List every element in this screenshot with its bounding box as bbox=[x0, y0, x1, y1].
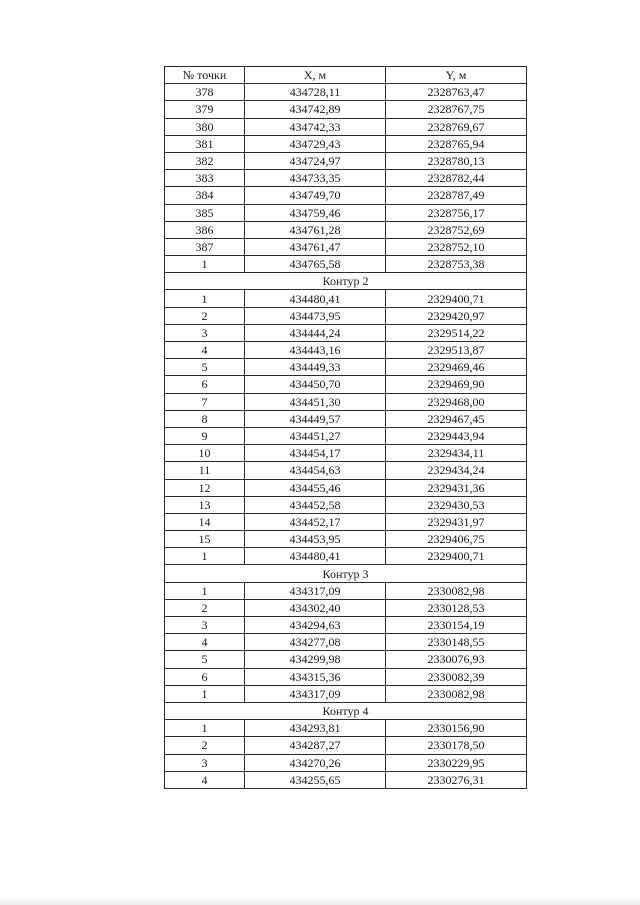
table-row bbox=[165, 410, 527, 427]
table-row bbox=[165, 599, 527, 616]
table-row bbox=[165, 256, 527, 273]
y-coordinate-cell: 2328787,49 bbox=[386, 187, 527, 204]
x-coordinate-cell: 434270,26 bbox=[245, 754, 386, 771]
y-coordinate-cell: 2328763,47 bbox=[386, 84, 527, 101]
point-number-cell: 1 bbox=[165, 256, 245, 273]
point-number-cell: 4 bbox=[165, 342, 245, 359]
y-coordinate-cell: 2329468,00 bbox=[386, 393, 527, 410]
y-coordinate-cell: 2328752,69 bbox=[386, 221, 527, 238]
x-coordinate-cell: 434315,36 bbox=[245, 668, 386, 685]
section-title-row bbox=[165, 565, 527, 582]
x-coordinate-cell: 434729,43 bbox=[245, 135, 386, 152]
y-coordinate-cell: 2329513,87 bbox=[386, 342, 527, 359]
y-coordinate-cell: 2329400,71 bbox=[386, 548, 527, 565]
x-coordinate-cell: 434299,98 bbox=[245, 651, 386, 668]
x-coordinate-cell: 434452,17 bbox=[245, 513, 386, 530]
point-number-cell: 378 bbox=[165, 84, 245, 101]
y-coordinate-cell: 2330156,90 bbox=[386, 720, 527, 737]
x-coordinate-cell: 434449,33 bbox=[245, 359, 386, 376]
x-coordinate-cell: 434293,81 bbox=[245, 720, 386, 737]
y-coordinate-cell: 2330148,55 bbox=[386, 634, 527, 651]
y-coordinate-cell: 2330154,19 bbox=[386, 617, 527, 634]
table-row bbox=[165, 720, 527, 737]
section-title: Контур 3 bbox=[165, 565, 527, 582]
y-coordinate-cell: 2328767,75 bbox=[386, 101, 527, 118]
point-number-cell: 3 bbox=[165, 324, 245, 341]
x-coordinate-cell: 434443,16 bbox=[245, 342, 386, 359]
table-row bbox=[165, 324, 527, 341]
point-number-cell: 5 bbox=[165, 359, 245, 376]
section-title-row bbox=[165, 273, 527, 290]
x-coordinate-cell: 434473,95 bbox=[245, 307, 386, 324]
table-row bbox=[165, 634, 527, 651]
table-row bbox=[165, 445, 527, 462]
x-coordinate-cell: 434277,08 bbox=[245, 634, 386, 651]
y-coordinate-cell: 2329514,22 bbox=[386, 324, 527, 341]
y-coordinate-cell: 2329434,24 bbox=[386, 462, 527, 479]
point-number-cell: 384 bbox=[165, 187, 245, 204]
section-title: Контур 4 bbox=[165, 702, 527, 719]
y-coordinate-cell: 2328756,17 bbox=[386, 204, 527, 221]
x-coordinate-cell: 434451,27 bbox=[245, 427, 386, 444]
x-coordinate-cell: 434302,40 bbox=[245, 599, 386, 616]
table-row bbox=[165, 668, 527, 685]
x-coordinate-cell: 434742,33 bbox=[245, 118, 386, 135]
y-coordinate-cell: 2330128,53 bbox=[386, 599, 527, 616]
x-coordinate-cell: 434724,97 bbox=[245, 152, 386, 169]
point-number-cell: 4 bbox=[165, 771, 245, 788]
y-coordinate-cell: 2329469,90 bbox=[386, 376, 527, 393]
x-coordinate-cell: 434742,89 bbox=[245, 101, 386, 118]
table-row bbox=[165, 84, 527, 101]
table-row bbox=[165, 548, 527, 565]
header-point-number: № точки bbox=[165, 67, 245, 84]
x-coordinate-cell: 434452,58 bbox=[245, 496, 386, 513]
point-number-cell: 10 bbox=[165, 445, 245, 462]
y-coordinate-cell: 2329420,97 bbox=[386, 307, 527, 324]
header-y: Y, м bbox=[386, 67, 527, 84]
table-row bbox=[165, 238, 527, 255]
x-coordinate-cell: 434761,28 bbox=[245, 221, 386, 238]
table-row bbox=[165, 152, 527, 169]
x-coordinate-cell: 434317,09 bbox=[245, 582, 386, 599]
point-number-cell: 382 bbox=[165, 152, 245, 169]
point-number-cell: 13 bbox=[165, 496, 245, 513]
table-row bbox=[165, 118, 527, 135]
y-coordinate-cell: 2330082,98 bbox=[386, 582, 527, 599]
table-row bbox=[165, 376, 527, 393]
x-coordinate-cell: 434317,09 bbox=[245, 685, 386, 702]
table-body bbox=[165, 84, 527, 789]
point-number-cell: 14 bbox=[165, 513, 245, 530]
table-row bbox=[165, 496, 527, 513]
y-coordinate-cell: 2328782,44 bbox=[386, 170, 527, 187]
point-number-cell: 1 bbox=[165, 290, 245, 307]
y-coordinate-cell: 2328765,94 bbox=[386, 135, 527, 152]
x-coordinate-cell: 434451,30 bbox=[245, 393, 386, 410]
point-number-cell: 380 bbox=[165, 118, 245, 135]
point-number-cell: 6 bbox=[165, 376, 245, 393]
point-number-cell: 4 bbox=[165, 634, 245, 651]
point-number-cell: 3 bbox=[165, 754, 245, 771]
table-row bbox=[165, 393, 527, 410]
y-coordinate-cell: 2330229,95 bbox=[386, 754, 527, 771]
point-number-cell: 12 bbox=[165, 479, 245, 496]
y-coordinate-cell: 2329434,11 bbox=[386, 445, 527, 462]
point-number-cell: 1 bbox=[165, 720, 245, 737]
table-row bbox=[165, 685, 527, 702]
point-number-cell: 9 bbox=[165, 427, 245, 444]
point-number-cell: 1 bbox=[165, 582, 245, 599]
table-row bbox=[165, 582, 527, 599]
x-coordinate-cell: 434761,47 bbox=[245, 238, 386, 255]
x-coordinate-cell: 434733,35 bbox=[245, 170, 386, 187]
x-coordinate-cell: 434749,70 bbox=[245, 187, 386, 204]
y-coordinate-cell: 2329431,36 bbox=[386, 479, 527, 496]
point-number-cell: 383 bbox=[165, 170, 245, 187]
y-coordinate-cell: 2329406,75 bbox=[386, 531, 527, 548]
header-x: X, м bbox=[245, 67, 386, 84]
x-coordinate-cell: 434728,11 bbox=[245, 84, 386, 101]
y-coordinate-cell: 2330082,98 bbox=[386, 685, 527, 702]
x-coordinate-cell: 434454,17 bbox=[245, 445, 386, 462]
x-coordinate-cell: 434765,58 bbox=[245, 256, 386, 273]
x-coordinate-cell: 434294,63 bbox=[245, 617, 386, 634]
y-coordinate-cell: 2330178,50 bbox=[386, 737, 527, 754]
table-row bbox=[165, 617, 527, 634]
table-row bbox=[165, 771, 527, 788]
point-number-cell: 7 bbox=[165, 393, 245, 410]
y-coordinate-cell: 2330076,93 bbox=[386, 651, 527, 668]
page-bottom-edge bbox=[0, 897, 640, 905]
point-number-cell: 8 bbox=[165, 410, 245, 427]
point-number-cell: 381 bbox=[165, 135, 245, 152]
point-number-cell: 6 bbox=[165, 668, 245, 685]
y-coordinate-cell: 2328780,13 bbox=[386, 152, 527, 169]
point-number-cell: 387 bbox=[165, 238, 245, 255]
y-coordinate-cell: 2328769,67 bbox=[386, 118, 527, 135]
table-row bbox=[165, 737, 527, 754]
y-coordinate-cell: 2329400,71 bbox=[386, 290, 527, 307]
y-coordinate-cell: 2328752,10 bbox=[386, 238, 527, 255]
point-number-cell: 15 bbox=[165, 531, 245, 548]
table-row bbox=[165, 513, 527, 530]
y-coordinate-cell: 2329469,46 bbox=[386, 359, 527, 376]
point-number-cell: 5 bbox=[165, 651, 245, 668]
x-coordinate-cell: 434450,70 bbox=[245, 376, 386, 393]
x-coordinate-cell: 434449,57 bbox=[245, 410, 386, 427]
x-coordinate-cell: 434759,46 bbox=[245, 204, 386, 221]
table-row bbox=[165, 307, 527, 324]
table-row bbox=[165, 651, 527, 668]
coordinates-table bbox=[164, 66, 527, 789]
section-title-row bbox=[165, 702, 527, 719]
y-coordinate-cell: 2329430,53 bbox=[386, 496, 527, 513]
table-row bbox=[165, 342, 527, 359]
table-row bbox=[165, 101, 527, 118]
table-row bbox=[165, 462, 527, 479]
y-coordinate-cell: 2329467,45 bbox=[386, 410, 527, 427]
table-row bbox=[165, 754, 527, 771]
point-number-cell: 11 bbox=[165, 462, 245, 479]
x-coordinate-cell: 434255,65 bbox=[245, 771, 386, 788]
x-coordinate-cell: 434480,41 bbox=[245, 290, 386, 307]
table-row bbox=[165, 479, 527, 496]
table-row bbox=[165, 204, 527, 221]
table-row bbox=[165, 221, 527, 238]
section-title: Контур 2 bbox=[165, 273, 527, 290]
x-coordinate-cell: 434453,95 bbox=[245, 531, 386, 548]
point-number-cell: 385 bbox=[165, 204, 245, 221]
y-coordinate-cell: 2329443,94 bbox=[386, 427, 527, 444]
point-number-cell: 2 bbox=[165, 737, 245, 754]
point-number-cell: 2 bbox=[165, 599, 245, 616]
point-number-cell: 1 bbox=[165, 685, 245, 702]
y-coordinate-cell: 2330082,39 bbox=[386, 668, 527, 685]
point-number-cell: 2 bbox=[165, 307, 245, 324]
table-row bbox=[165, 359, 527, 376]
table-row bbox=[165, 135, 527, 152]
table-row bbox=[165, 531, 527, 548]
point-number-cell: 386 bbox=[165, 221, 245, 238]
table-row bbox=[165, 170, 527, 187]
x-coordinate-cell: 434455,46 bbox=[245, 479, 386, 496]
y-coordinate-cell: 2330276,31 bbox=[386, 771, 527, 788]
point-number-cell: 3 bbox=[165, 617, 245, 634]
point-number-cell: 379 bbox=[165, 101, 245, 118]
table-row bbox=[165, 290, 527, 307]
table-row bbox=[165, 187, 527, 204]
y-coordinate-cell: 2329431,97 bbox=[386, 513, 527, 530]
x-coordinate-cell: 434444,24 bbox=[245, 324, 386, 341]
point-number-cell: 1 bbox=[165, 548, 245, 565]
x-coordinate-cell: 434480,41 bbox=[245, 548, 386, 565]
x-coordinate-cell: 434287,27 bbox=[245, 737, 386, 754]
x-coordinate-cell: 434454,63 bbox=[245, 462, 386, 479]
table-row bbox=[165, 427, 527, 444]
y-coordinate-cell: 2328753,38 bbox=[386, 256, 527, 273]
table-header-row bbox=[165, 67, 527, 84]
